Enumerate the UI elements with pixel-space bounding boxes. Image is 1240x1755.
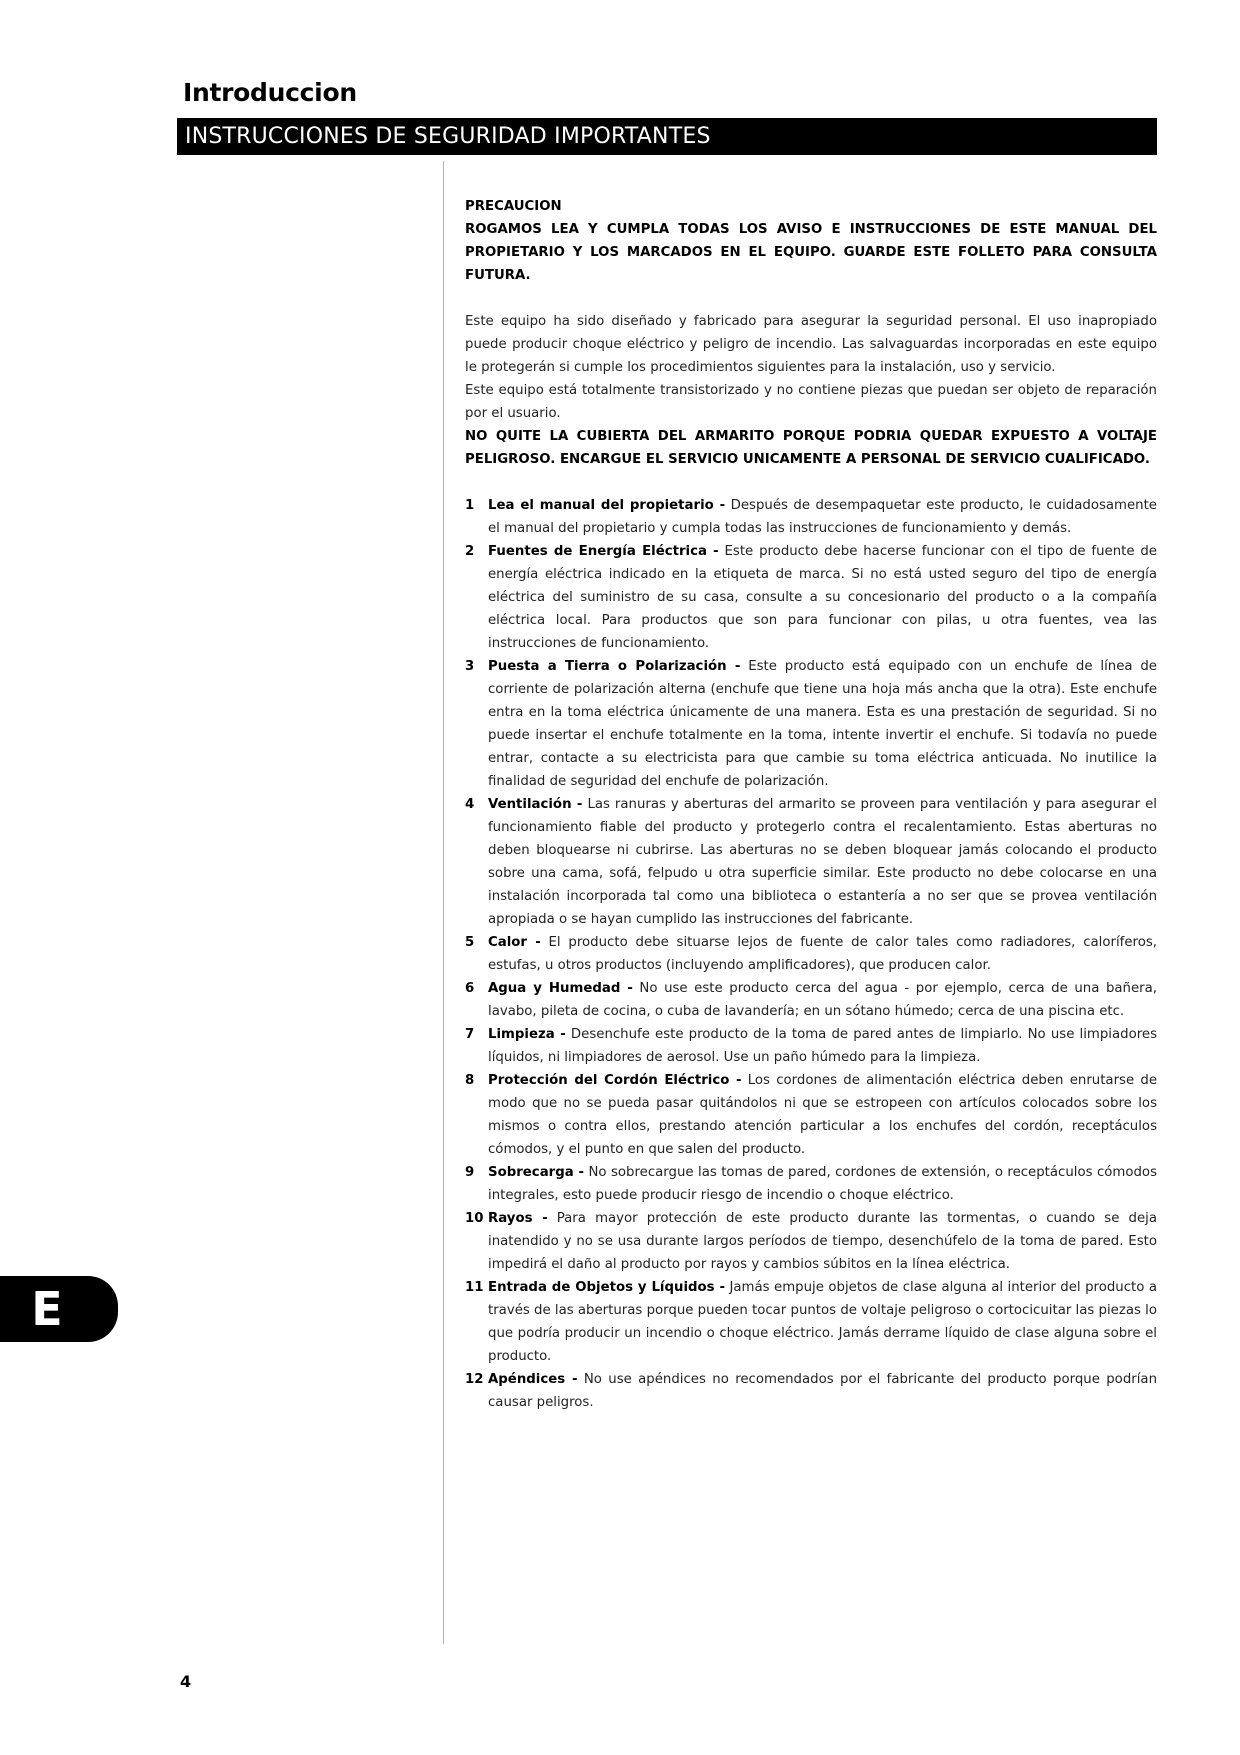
item-text: Los cordones de alimentación eléctrica deben enrutarse de modo que no se pueda pasar quitándolos ni que se estropeen con artículos colocados sobre los mismos o contra ellos, prestando atención particular a los enchufes del cordón, receptáculos cómodos, y el punto en que salen del producto. bbox=[488, 1073, 1158, 1157]
intro-paragraph: Este equipo ha sido diseñado y fabricado para asegurar la seguridad personal. El uso inapropiado puede producir choque eléctrico y peligro de incendio. Las salvaguardas incorporadas en este equipo le protegerán si cumple los procedimientos siguientes para la instalación, uso y servicio. bbox=[465, 314, 1157, 375]
list-item bbox=[465, 1023, 1157, 1069]
list-item bbox=[465, 494, 1157, 540]
list-item bbox=[465, 1276, 1157, 1368]
item-text: No sobrecargue las tomas de pared, cordones de extensión, o receptáculos cómodos integrales, esto puede producir riesgo de incendio o choque eléctrico. bbox=[488, 1165, 1158, 1203]
list-item bbox=[465, 540, 1157, 655]
page-banner: INSTRUCCIONES DE SEGURIDAD IMPORTANTES bbox=[177, 118, 1157, 155]
intro-paragraph: Este equipo está totalmente transistorizado y no contiene piezas que puedan ser objeto de reparación por el usuario. bbox=[465, 383, 1157, 421]
item-text: Este producto está equipado con un enchufe de línea de corriente de polarización alterna (enchufe que tiene una hoja más ancha que la otra). Este enchufe entra en la toma eléctrica únicamente de una manera. Esta es una prestación de seguridad. Si no puede insertar el enchufe totalmente en la toma, intente invertir el enchufe. Si todavía no puede entrar, contacte a su electricista para que cambie su toma eléctrica anticuada. No inutilice la finalidad de seguridad del enchufe de polarización. bbox=[488, 659, 1157, 789]
item-number: 12 bbox=[465, 1372, 484, 1387]
spacer bbox=[465, 287, 1157, 310]
list-item bbox=[465, 1207, 1157, 1276]
item-title: Calor - bbox=[488, 935, 541, 950]
item-title: Puesta a Tierra o Polarización - bbox=[488, 659, 741, 674]
list-item bbox=[465, 1069, 1157, 1161]
item-number: 4 bbox=[465, 797, 475, 812]
safety-content bbox=[465, 195, 1157, 1414]
item-text: Después de desempaquetar este producto, le cuidadosamente el manual del propietario y cumpla todas las instrucciones de funcionamiento y demás. bbox=[488, 498, 1157, 536]
list-item bbox=[465, 977, 1157, 1023]
warning-notice: NO QUITE LA CUBIERTA DEL ARMARITO PORQUE PODRIA QUEDAR EXPUESTO A VOLTAJE PELIGROSO. ENCARGUE EL SERVICIO UNICAMENTE A PERSONAL DE SERVICIO CUALIFICADO. bbox=[465, 429, 1157, 467]
caution-notice: ROGAMOS LEA Y CUMPLA TODAS LOS AVISO E INSTRUCCIONES DE ESTE MANUAL DEL PROPIETARIO Y LOS MARCADOS EN EL EQUIPO. GUARDE ESTE FOLLETO PARA CONSULTA FUTURA. bbox=[465, 222, 1157, 283]
item-text: El producto debe situarse lejos de fuente de calor tales como radiadores, caloríferos, estufas, u otros productos (incluyendo amplificadores), que producen calor. bbox=[488, 935, 1157, 973]
list-item bbox=[465, 655, 1157, 793]
list-item bbox=[465, 931, 1157, 977]
list-item bbox=[465, 1161, 1157, 1207]
safety-list bbox=[465, 494, 1157, 1414]
item-text: Este producto debe hacerse funcionar con el tipo de fuente de energía eléctrica indicado en la etiqueta de marca. Si no está usted seguro del tipo de energía eléctrica del suministro de su casa, consulte a su concesionario del producto o a la compañía eléctrica local. Para productos que son para funcionar con pilas, u otra fuentes, vea las instrucciones de funcionamiento. bbox=[488, 544, 1157, 651]
item-title: Fuentes de Energía Eléctrica - bbox=[488, 544, 719, 559]
item-text: No use este producto cerca del agua - por ejemplo, cerca de una bañera, lavabo, pileta de cocina, o cuba de lavandería; en un sótano húmedo; cerca de una piscina etc. bbox=[488, 981, 1157, 1019]
list-item bbox=[465, 1368, 1157, 1414]
item-title: Lea el manual del propietario - bbox=[488, 498, 726, 513]
page-number: 4 bbox=[180, 1672, 192, 1691]
item-title: Protección del Cordón Eléctrico - bbox=[488, 1073, 742, 1088]
item-title: Ventilación - bbox=[488, 797, 583, 812]
item-number: 10 bbox=[465, 1211, 484, 1226]
caution-heading: PRECAUCION bbox=[465, 199, 562, 214]
item-title: Entrada de Objetos y Líquidos - bbox=[488, 1280, 725, 1295]
spacer bbox=[465, 471, 1157, 494]
item-title: Apéndices - bbox=[488, 1372, 578, 1387]
item-title: Limpieza - bbox=[488, 1027, 566, 1042]
item-text: Las ranuras y aberturas del armarito se proveen para ventilación y para asegurar el funcionamiento fiable del producto y protegerlo contra el recalentamiento. Estas aberturas no deben bloquearse ni cubrirse. Las aberturas no se deben bloquear jamás colocando el producto sobre una cama, sofá, felpudo u otra superficie similar. Este producto no debe colocarse en una instalación incorporada tal como una biblioteca o estantería a no ser que se provea ventilación apropiada o se hayan cumplido las instrucciones del fabricante. bbox=[488, 797, 1158, 927]
item-number: 7 bbox=[465, 1027, 475, 1042]
item-text: No use apéndices no recomendados por el fabricante del producto porque podrían causar peligros. bbox=[488, 1372, 1157, 1410]
column-divider bbox=[443, 161, 444, 1644]
list-item bbox=[465, 793, 1157, 931]
item-text: Desenchufe este producto de la toma de pared antes de limpiarlo. No use limpiadores líquidos, ni limpiadores de aerosol. Use un paño húmedo para la limpieza. bbox=[488, 1027, 1158, 1065]
item-number: 6 bbox=[465, 981, 475, 996]
item-number: 11 bbox=[465, 1280, 484, 1295]
item-number: 8 bbox=[465, 1073, 475, 1088]
item-title: Rayos - bbox=[488, 1211, 548, 1226]
item-number: 1 bbox=[465, 498, 475, 513]
item-title: Agua y Humedad - bbox=[488, 981, 633, 996]
item-title: Sobrecarga - bbox=[488, 1165, 585, 1180]
section-title: Introduccion bbox=[183, 78, 357, 107]
item-text: Para mayor protección de este producto durante las tormentas, o cuando se deja inatendido y no se usa durante largos períodos de tiempo, desenchúfelo de la toma de pared. Esto impedirá el daño al producto por rayos y cambios súbitos en la línea eléctrica. bbox=[488, 1211, 1157, 1272]
item-number: 5 bbox=[465, 935, 475, 950]
item-text: Jamás empuje objetos de clase alguna al interior del producto a través de las aberturas porque pueden tocar puntos de voltaje peligroso o cortocicuitar las piezas lo que podría producir un incendio o choque eléctrico. Jamás derrame líquido de clase alguna sobre el producto. bbox=[488, 1280, 1157, 1364]
item-number: 9 bbox=[465, 1165, 475, 1180]
item-number: 3 bbox=[465, 659, 475, 674]
language-tab: E bbox=[0, 1276, 118, 1342]
item-number: 2 bbox=[465, 544, 475, 559]
